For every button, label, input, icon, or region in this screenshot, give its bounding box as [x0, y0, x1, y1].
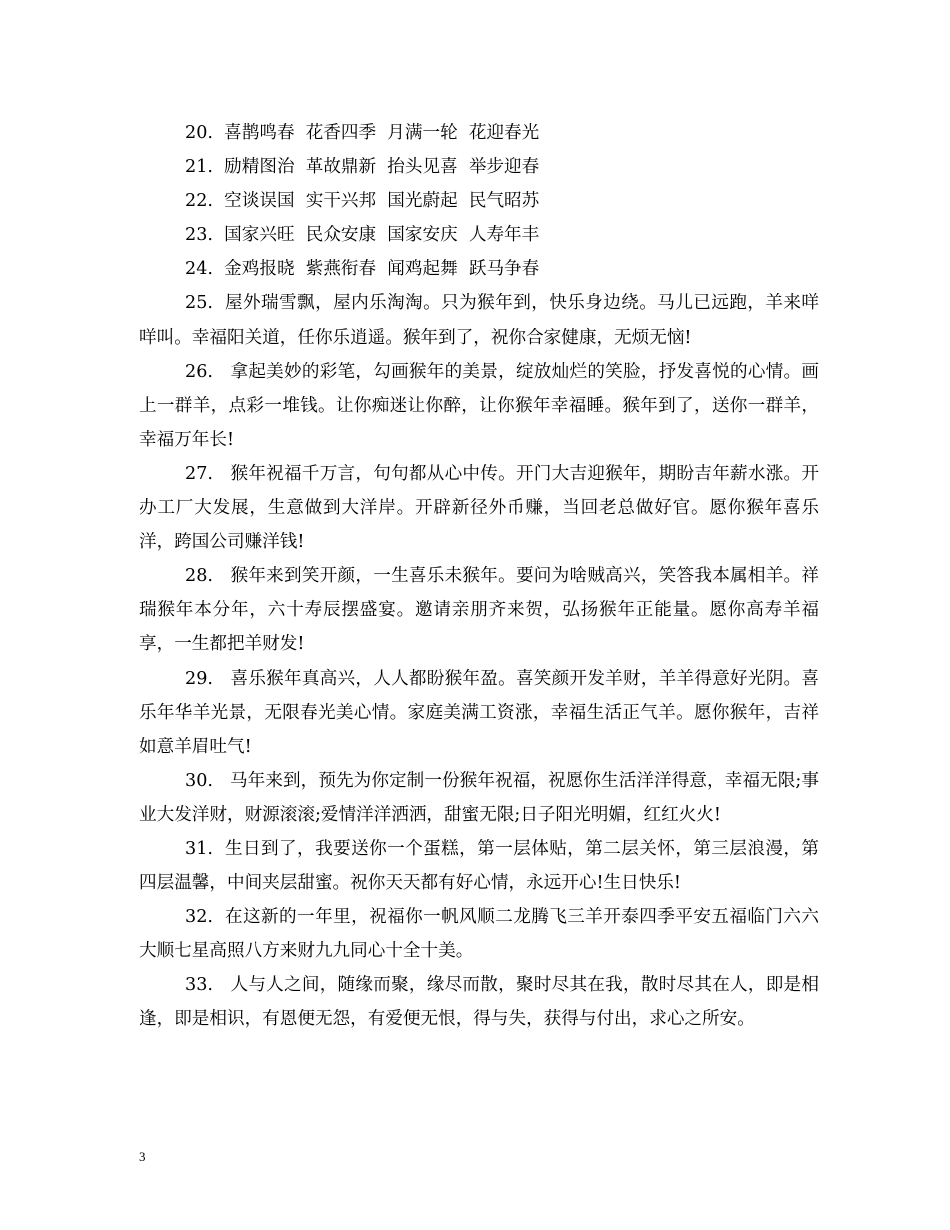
paragraph-32: 32. 在这新的一年里，祝福你一帆风顺二龙腾飞三羊开泰四季平安五福临门六六大顺七星高照八方来财九九同心十全十美。 — [139, 907, 819, 962]
document-body — [139, 116, 836, 1037]
paragraph-27: 27. 猴年祝福千万言，句句都从心中传。开门大吉迎猴年，期盼吉年薪水涨。开办工厂大发展，生意做到大洋岸。开辟新径外币赚，当回老总做好官。愿你猴年喜乐洋，跨国公司赚洋钱! — [139, 463, 819, 553]
paragraph-29: 29. 喜乐猴年真高兴，人人都盼猴年盈。喜笑颜开发羊财，羊羊得意好光阴。喜乐年华羊光景，无限春光美心情。家庭美满工资涨，幸福生活正气羊。愿你猴年，吉祥如意羊眉吐气! — [139, 668, 819, 757]
paragraph-30: 30. 马年来到，预先为你定制一份猴年祝福，祝愿你生活洋洋得意，幸福无限;事 业大发洋财，财源滚滚;爱情洋洋洒洒，甜蜜无限;日子阳光明媚，红红火火! — [139, 770, 836, 825]
page-number: 3 — [139, 1149, 146, 1164]
paragraph-28: 28. 猴年来到笑开颜，一生喜乐未猴年。要问为啥贼高兴，笑答我本属相羊。祥瑞猴年本分年，六十寿辰摆盛宴。邀请亲朋齐来贺，弘扬猴年正能量。愿你高寿羊福享，一生都把羊财发! — [139, 566, 819, 655]
paragraph-23: 23. 国家兴旺 民众安康 国家安庆 人寿年丰 — [185, 225, 540, 246]
paragraph-25: 25. 屋外瑞雪飘，屋内乐淘淘。只为猴年到，快乐身边绕。马儿已远跑，羊来咩咩叫。幸福阳关道，任你乐逍遥。猴年到了，祝你合家健康，无烦无恼! — [139, 293, 819, 348]
paragraph-20: 20. 喜鹊鸣春 花香四季 月满一轮 花迎春光 — [185, 123, 540, 143]
paragraph-24: 24. 金鸡报晓 紫燕衔春 闻鸡起舞 跃马争春 — [185, 259, 540, 280]
paragraph-33: 33. 人与人之间，随缘而聚，缘尽而散，聚时尽其在我，散时尽其在人，即是相逢，即是相识，有恩便无怨，有爱便无恨，得与失，获得与付出，求心之所安。 — [139, 975, 819, 1030]
paragraph-31: 31. 生日到了，我要送你一个蛋糕，第一层体贴，第二层关怀，第三层浪漫，第四层温馨，中间夹层甜蜜。祝你天天都有好心情，永远开心!生日快乐! — [139, 838, 819, 894]
paragraph-26: 26. 拿起美妙的彩笔，勾画猴年的美景，绽放灿烂的笑脸，抒发喜悦的心情。画上一群羊，点彩一堆钱。让你痴迷让你醉，让你猴年幸福睡。猴年到了，送你一群羊，幸福万年长! — [139, 361, 819, 450]
paragraph-21: 21. 励精图治 革故鼎新 抬头见喜 举步迎春 — [185, 157, 540, 178]
paragraph-22: 22. 空谈误国 实干兴邦 国光蔚起 民气昭苏 — [185, 191, 540, 212]
